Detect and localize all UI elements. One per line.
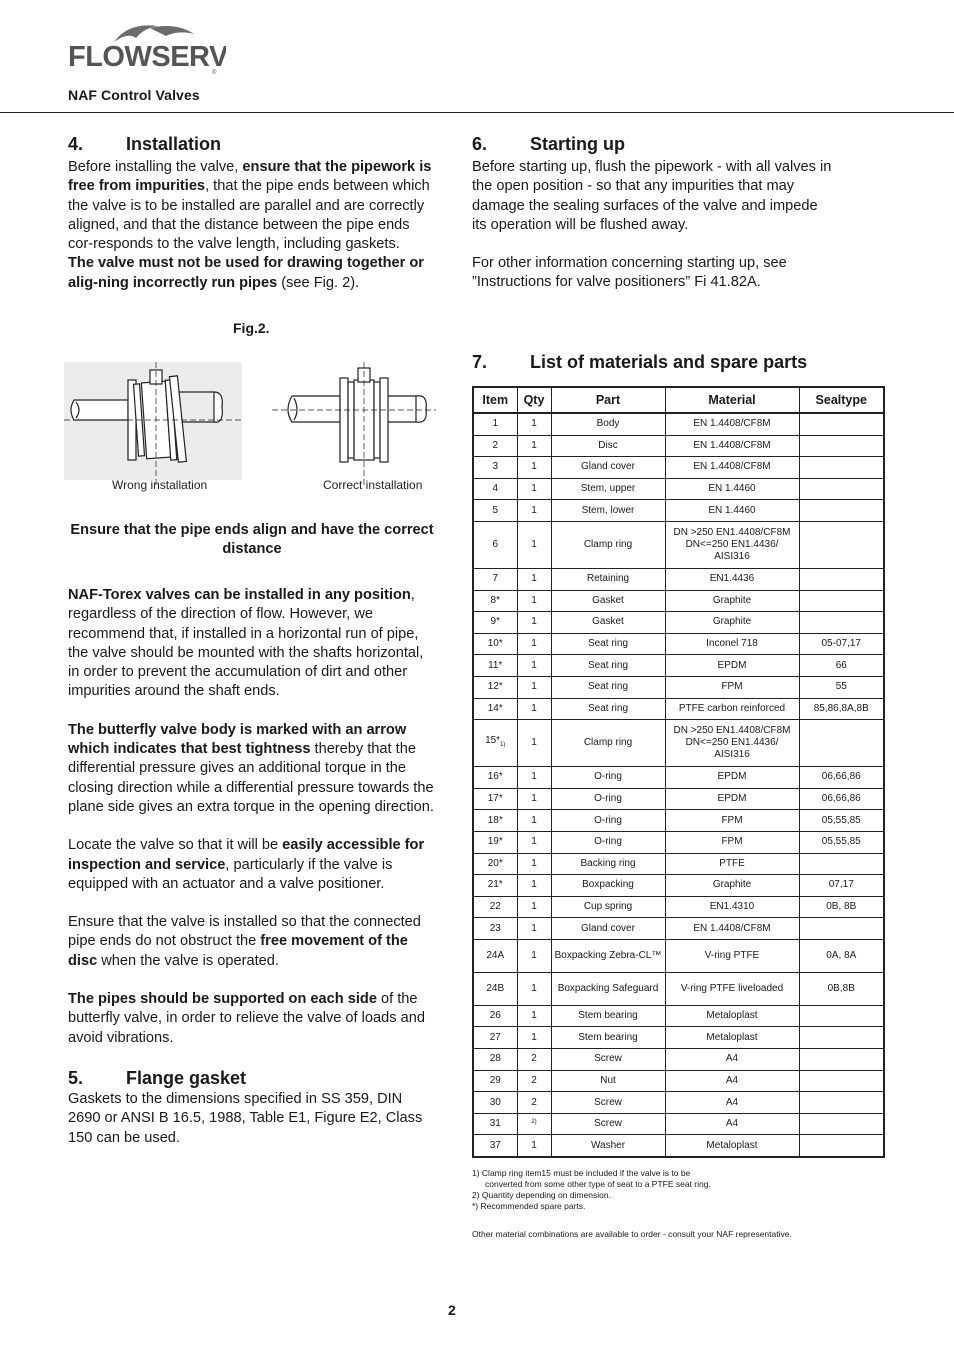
table-cell-seal: 05,55,85 — [799, 810, 884, 832]
table-cell-material: EN 1.4408/CF8M — [665, 918, 799, 940]
footnote: 1) Clamp ring item15 must be included if the valve is to be — [472, 1168, 691, 1178]
table-cell-qty: 1 — [517, 788, 551, 810]
table-cell-seal — [799, 1113, 884, 1135]
table-cell-part: Boxpacking Safeguard — [551, 972, 665, 1005]
table-cell-qty: 1 — [517, 939, 551, 972]
section-heading — [68, 1068, 436, 1089]
table-row — [473, 676, 884, 698]
table-cell-qty: 1 — [517, 435, 551, 457]
table-cell-item: 3 — [473, 457, 517, 479]
table-cell-part: Stem, lower — [551, 500, 665, 522]
table-cell-qty: 1 — [517, 1005, 551, 1027]
table-cell-material: FPM — [665, 676, 799, 698]
table-row — [473, 655, 884, 677]
table-cell-part: Boxpacking — [551, 875, 665, 897]
table-cell-part: Clamp ring — [551, 521, 665, 568]
table-row — [473, 590, 884, 612]
table-cell-qty: 1 — [517, 853, 551, 875]
section-title: Starting up — [530, 134, 625, 154]
table-cell-item: 8* — [473, 590, 517, 612]
figure-label: Fig.2. — [233, 320, 270, 336]
table-cell-qty: 1 — [517, 972, 551, 1005]
table-cell-material: Graphite — [665, 612, 799, 634]
section-number: 6. — [472, 134, 488, 154]
table-cell-qty: 1 — [517, 918, 551, 940]
table-row — [473, 972, 884, 1005]
section-number: 5. — [68, 1068, 84, 1088]
table-cell-qty: 1 — [517, 831, 551, 853]
section-title: Installation — [126, 134, 222, 154]
table-cell-qty: 1 — [517, 875, 551, 897]
section-number: 7. — [472, 352, 488, 372]
table-cell-material: Inconel 718 — [665, 633, 799, 655]
table-cell-part: Gasket — [551, 590, 665, 612]
section-installation — [68, 134, 436, 312]
table-cell-qty: 1 — [517, 612, 551, 634]
installation-text-continued — [68, 586, 436, 1067]
caption-correct: Correct installation — [323, 478, 423, 492]
section-flange-gasket — [68, 1068, 436, 1167]
table-cell-qty: 1 — [517, 698, 551, 720]
table-cell-item: 17* — [473, 788, 517, 810]
table-cell-seal — [799, 853, 884, 875]
table-cell-item: 12* — [473, 676, 517, 698]
table-cell-part: Boxpacking Zebra-CL™ — [551, 939, 665, 972]
table-cell-seal — [799, 612, 884, 634]
paragraph: The butterfly valve body is marked with an arrow which indicates that best tightness thereby that the differential pressure gives an additional torque in the closing direction while a differential pressure towards the plane side gives an extra torque in the opening direction. — [68, 721, 434, 815]
table-cell-material: EN 1.4408/CF8M — [665, 435, 799, 457]
table-cell-item: 24A — [473, 939, 517, 972]
table-cell-item: 6 — [473, 521, 517, 568]
table-cell-part: Screw — [551, 1113, 665, 1135]
paragraph: NAF-Torex valves can be installed in any position, regardless of the direction of flow. However, we recommend that, if installed in a horizontal run of pipe, the valve should be mounted with the shafts horizontal, in order to prevent the accumulation of dirt and other impurities around the shaft ends. — [68, 587, 424, 700]
table-cell-part: Body — [551, 413, 665, 435]
table-cell-part: Washer — [551, 1135, 665, 1157]
table-cell-part: O-ring — [551, 767, 665, 789]
table-cell-part: Screw — [551, 1092, 665, 1114]
table-cell-qty: 1 — [517, 478, 551, 500]
table-row — [473, 831, 884, 853]
table-cell-seal — [799, 1092, 884, 1114]
paragraph: Locate the valve so that it will be easily accessible for inspection and service, particularly if the valve is equipped with an actuator and a valve positioner. — [68, 837, 425, 892]
installation-figure — [64, 362, 436, 494]
column-header: Sealtype — [799, 387, 884, 413]
table-row — [473, 1070, 884, 1092]
table-row — [473, 500, 884, 522]
table-cell-item: 7 — [473, 568, 517, 590]
table-row — [473, 612, 884, 634]
table-cell-material: V-ring PTFE liveloaded — [665, 972, 799, 1005]
table-cell-item: 23 — [473, 918, 517, 940]
column-header: Qty — [517, 387, 551, 413]
table-cell-material: EN 1.4408/CF8M — [665, 413, 799, 435]
table-row — [473, 896, 884, 918]
table-cell-item: 21* — [473, 875, 517, 897]
table-cell-item: 11* — [473, 655, 517, 677]
section-starting-up — [472, 134, 842, 312]
table-cell-part: Disc — [551, 435, 665, 457]
section-number: 4. — [68, 134, 84, 154]
table-cell-material: EN 1.4460 — [665, 500, 799, 522]
table-row — [473, 918, 884, 940]
table-row — [473, 810, 884, 832]
table-cell-part: Backing ring — [551, 853, 665, 875]
table-cell-material: V-ring PTFE — [665, 939, 799, 972]
table-cell-part: Stem bearing — [551, 1027, 665, 1049]
table-row — [473, 1005, 884, 1027]
table-cell-seal: 07,17 — [799, 875, 884, 897]
table-cell-qty: 2 — [517, 1049, 551, 1071]
page-number: 2 — [448, 1302, 456, 1318]
table-row — [473, 853, 884, 875]
table-cell-item: 10* — [473, 633, 517, 655]
column-header: Material — [665, 387, 799, 413]
table-row — [473, 788, 884, 810]
table-cell-seal — [799, 413, 884, 435]
table-cell-part: Gasket — [551, 612, 665, 634]
table-cell-qty: 1 — [517, 500, 551, 522]
table-cell-seal: 66 — [799, 655, 884, 677]
table-cell-item: 26 — [473, 1005, 517, 1027]
table-cell-material: A4 — [665, 1092, 799, 1114]
table-cell-item: 30 — [473, 1092, 517, 1114]
table-cell-item: 4 — [473, 478, 517, 500]
svg-text:FLOWSERVE: FLOWSERV — [68, 41, 226, 73]
table-cell-seal — [799, 1135, 884, 1157]
table-cell-seal: 55 — [799, 676, 884, 698]
table-cell-material: Metaloplast — [665, 1027, 799, 1049]
table-row — [473, 633, 884, 655]
table-cell-item: 5 — [473, 500, 517, 522]
table-cell-item: 9* — [473, 612, 517, 634]
table-cell-item: 37 — [473, 1135, 517, 1157]
materials-table — [472, 386, 885, 1158]
table-row — [473, 939, 884, 972]
table-cell-material: PTFE — [665, 853, 799, 875]
table-cell-material: A4 — [665, 1070, 799, 1092]
paragraph: Before installing the valve, ensure that the pipework is free from impurities, that the pipe ends between which the valve is to be installed are parallel and are correctly aligned, and that the distance between the pipe ends cor-responds to the valve length, including gaskets. The valve must not be used for drawing together or alig-ning incorrectly run pipes (see Fig. 2). — [68, 159, 432, 291]
figure-note: Ensure that the pipe ends align and have the correct distance — [70, 522, 434, 557]
section-materials — [472, 352, 842, 373]
table-cell-material: FPM — [665, 831, 799, 853]
table-cell-seal — [799, 521, 884, 568]
paragraph: The pipes should be supported on each side of the butterfly valve, in order to relieve the valve of loads and avoid vibrations. — [68, 991, 425, 1046]
section-heading — [68, 134, 436, 155]
table-cell-seal: 05,55,85 — [799, 831, 884, 853]
table-row — [473, 1092, 884, 1114]
table-cell-qty: 1 — [517, 521, 551, 568]
table-cell-qty: 1 — [517, 633, 551, 655]
table-cell-item: 2 — [473, 435, 517, 457]
table-cell-qty: 2 — [517, 1070, 551, 1092]
table-cell-part: Stem bearing — [551, 1005, 665, 1027]
table-row — [473, 435, 884, 457]
table-cell-part: Retaining — [551, 568, 665, 590]
table-cell-seal — [799, 500, 884, 522]
table-cell-seal — [799, 590, 884, 612]
table-cell-material: A4 — [665, 1113, 799, 1135]
table-cell-qty: 1 — [517, 676, 551, 698]
table-cell-material: EN 1.4408/CF8M — [665, 457, 799, 479]
table-row — [473, 478, 884, 500]
table-row — [473, 1027, 884, 1049]
footnote: *) Recommended spare parts. — [472, 1201, 586, 1211]
table-cell-qty: 1 — [517, 810, 551, 832]
table-cell-material: EPDM — [665, 788, 799, 810]
table-cell-material: Metaloplast — [665, 1005, 799, 1027]
table-row — [473, 521, 884, 568]
table-cell-part: Seat ring — [551, 633, 665, 655]
footnote: converted from some other type of seat to a PTFE seat ring. — [485, 1179, 711, 1189]
table-cell-part: Cup spring — [551, 896, 665, 918]
table-cell-qty: 1 — [517, 896, 551, 918]
table-cell-part: O-ring — [551, 788, 665, 810]
table-cell-part: Gland cover — [551, 457, 665, 479]
pipe-alignment-diagram — [64, 362, 436, 494]
table-cell-qty: 1 — [517, 590, 551, 612]
table-cell-seal: 0A, 8A — [799, 939, 884, 972]
table-cell-qty: 1 — [517, 457, 551, 479]
table-cell-item: 24B — [473, 972, 517, 1005]
table-cell-item: 22 — [473, 896, 517, 918]
table-cell-qty: 1 — [517, 655, 551, 677]
table-cell-material: EPDM — [665, 655, 799, 677]
table-cell-qty: 1 — [517, 1027, 551, 1049]
section-title: List of materials and spare parts — [530, 352, 808, 372]
table-cell-seal — [799, 918, 884, 940]
table-cell-material: PTFE carbon reinforced — [665, 698, 799, 720]
table-cell-qty: 1 — [517, 767, 551, 789]
table-cell-seal: 85,86,8A,8B — [799, 698, 884, 720]
table-cell-qty: 1 — [517, 413, 551, 435]
table-cell-qty: 2 — [517, 1092, 551, 1114]
table-cell-seal — [799, 435, 884, 457]
column-header: Part — [551, 387, 665, 413]
section-heading — [472, 134, 842, 155]
flowserve-logo — [66, 22, 226, 84]
table-cell-part: Stem, upper — [551, 478, 665, 500]
table-cell-part: Screw — [551, 1049, 665, 1071]
table-cell-material: FPM — [665, 810, 799, 832]
table-cell-seal — [799, 1027, 884, 1049]
table-cell-item: 19* — [473, 831, 517, 853]
svg-text:®: ® — [212, 70, 217, 76]
table-cell-part: O-ring — [551, 831, 665, 853]
caption-wrong: Wrong installation — [112, 478, 208, 492]
table-cell-seal — [799, 720, 884, 767]
table-row — [473, 698, 884, 720]
table-cell-material: DN >250 EN1.4408/CF8M DN<=250 EN1.4436/ AISI316 — [665, 720, 799, 767]
table-cell-part: Seat ring — [551, 655, 665, 677]
paragraph: For other information concerning starting up, see ”Instructions for valve positioners” Fi 41.82A. — [472, 255, 787, 291]
table-row — [473, 1113, 884, 1135]
table-cell-part: Nut — [551, 1070, 665, 1092]
table-cell-material: Metaloplast — [665, 1135, 799, 1157]
table-row — [473, 1049, 884, 1071]
table-cell-seal — [799, 457, 884, 479]
table-row — [473, 568, 884, 590]
table-cell-item: 18* — [473, 810, 517, 832]
table-cell-material: EPDM — [665, 767, 799, 789]
table-cell-seal — [799, 1070, 884, 1092]
table-cell-part: O-ring — [551, 810, 665, 832]
paragraph: Before starting up, flush the pipework - with all valves in the open position - so that any impurities that may damage the sealing surfaces of the valve and impede its operation will be flushed away. — [472, 159, 832, 233]
table-cell-qty: 1 — [517, 720, 551, 767]
table-cell-item: 20* — [473, 853, 517, 875]
table-cell-material: DN >250 EN1.4408/CF8M DN<=250 EN1.4436/ AISI316 — [665, 521, 799, 568]
table-cell-part: Gland cover — [551, 918, 665, 940]
table-cell-qty: 2) — [517, 1113, 551, 1135]
table-cell-item: 16* — [473, 767, 517, 789]
table-row — [473, 767, 884, 789]
table-cell-seal — [799, 568, 884, 590]
table-cell-item: 28 — [473, 1049, 517, 1071]
table-row — [473, 457, 884, 479]
header-divider — [0, 112, 954, 113]
footnote: 2) Quantity depending on dimension. — [472, 1190, 611, 1200]
table-cell-part: Seat ring — [551, 698, 665, 720]
section-title: Flange gasket — [126, 1068, 247, 1088]
table-cell-seal — [799, 1049, 884, 1071]
table-cell-material: A4 — [665, 1049, 799, 1071]
table-cell-material: EN1.4436 — [665, 568, 799, 590]
table-cell-item: 31 — [473, 1113, 517, 1135]
table-cell-seal — [799, 1005, 884, 1027]
table-cell-material: EN1.4310 — [665, 896, 799, 918]
table-cell-qty: 1 — [517, 1135, 551, 1157]
table-cell-seal: 06,66,86 — [799, 767, 884, 789]
table-cell-seal: 05-07,17 — [799, 633, 884, 655]
table-cell-item: 14* — [473, 698, 517, 720]
paragraph: Ensure that the valve is installed so that the connected pipe ends do not obstruct the free movement of the disc when the valve is operated. — [68, 914, 421, 969]
table-cell-material: Graphite — [665, 590, 799, 612]
table-cell-item: 1 — [473, 413, 517, 435]
table-header-row — [473, 387, 884, 413]
subbrand-label: NAF Control Valves — [68, 87, 200, 103]
paragraph: Gaskets to the dimensions specified in SS 359, DIN 2690 or ANSI B 16.5, 1988, Table E1, Figure E2, Class 150 can be used. — [68, 1091, 423, 1146]
table-cell-material: Graphite — [665, 875, 799, 897]
table-cell-item: 27 — [473, 1027, 517, 1049]
table-cell-part: Clamp ring — [551, 720, 665, 767]
other-materials-note: Other material combinations are available to order - consult your NAF representative. — [472, 1229, 792, 1239]
section-heading — [472, 352, 842, 373]
table-cell-item: 29 — [473, 1070, 517, 1092]
table-row — [473, 720, 884, 767]
table-cell-qty: 1 — [517, 568, 551, 590]
table-cell-part: Seat ring — [551, 676, 665, 698]
table-row — [473, 1135, 884, 1157]
table-footnotes — [472, 1168, 792, 1240]
column-header: Item — [473, 387, 517, 413]
table-cell-seal — [799, 478, 884, 500]
table-cell-seal: 0B,8B — [799, 972, 884, 1005]
table-cell-seal: 06,66,86 — [799, 788, 884, 810]
table-row — [473, 413, 884, 435]
table-cell-material: EN 1.4460 — [665, 478, 799, 500]
table-cell-item: $15*_{1)}$ — [473, 720, 517, 767]
table-cell-seal: 0B, 8B — [799, 896, 884, 918]
table-row — [473, 875, 884, 897]
